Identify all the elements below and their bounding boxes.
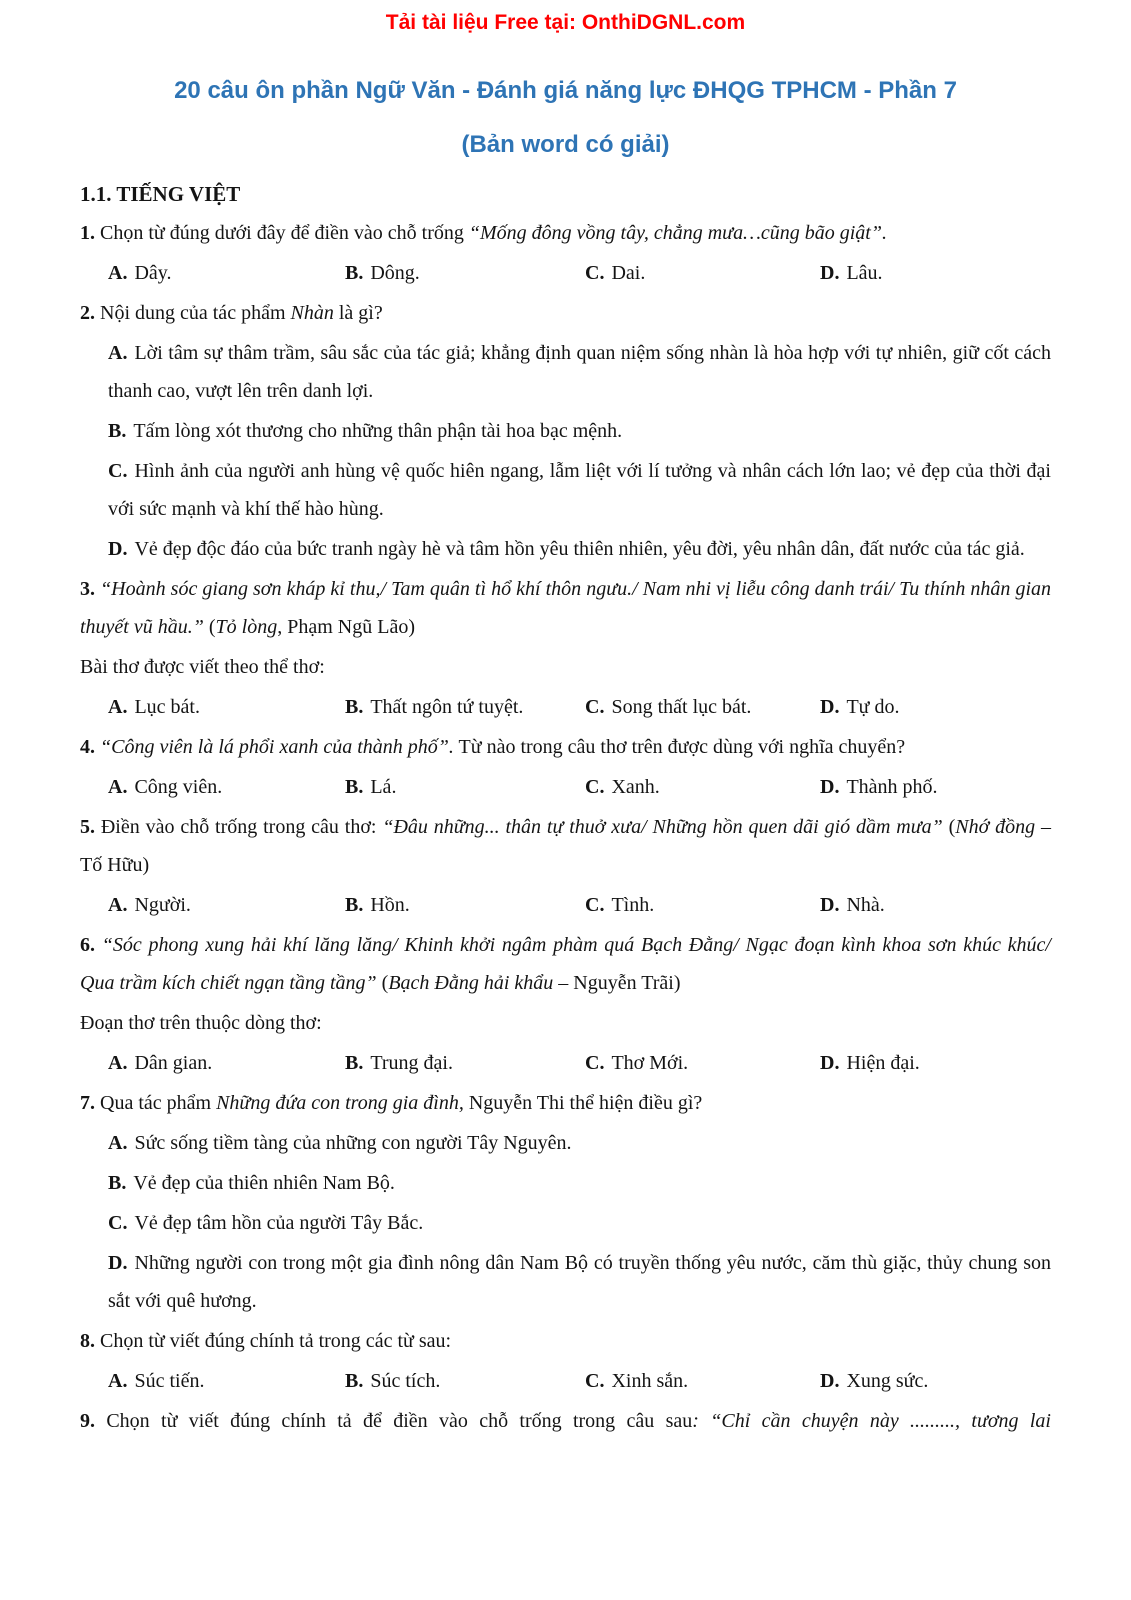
option-c: [585, 688, 820, 726]
option-label: B.: [345, 262, 364, 284]
option-text: Dai.: [611, 262, 646, 284]
question-number: 7.: [80, 1092, 100, 1114]
option-text: Lục bát.: [134, 696, 200, 718]
option-label: D.: [820, 1370, 840, 1392]
option-label: D.: [820, 696, 840, 718]
option-d: [108, 530, 1051, 568]
question-number: 4.: [80, 736, 100, 758]
question-number: 2.: [80, 302, 100, 324]
text-run: Nguyễn Thi thể hiện điều gì?: [463, 1092, 703, 1114]
option-label: B.: [345, 776, 364, 798]
option-label: C.: [585, 1370, 605, 1392]
text-run: Chọn từ đúng dưới đây để điền vào chỗ trống: [100, 222, 469, 244]
text-run: , Phạm Ngũ Lão): [277, 616, 415, 638]
option-c: [585, 254, 820, 292]
question-stem: [80, 728, 1051, 766]
question-number: 3.: [80, 578, 101, 600]
option-text: Tự do.: [846, 696, 900, 718]
option-text: Xung sức.: [846, 1370, 929, 1392]
option-text: Hình ảnh của người anh hùng vệ quốc hiên ngang, lẫm liệt với lí tưởng và nhân cách lớn lao; vẻ đẹp của thời đại với sức mạnh và khí thế hào hùng.: [108, 460, 1051, 520]
option-b: [108, 412, 1051, 450]
option-c: [108, 452, 1051, 528]
option-label: C.: [585, 776, 605, 798]
option-label: B.: [108, 1172, 127, 1194]
question-3: [80, 570, 1051, 726]
option-label: D.: [108, 1252, 128, 1274]
option-b: [345, 768, 585, 806]
option-text: Súc tích.: [370, 1370, 441, 1392]
options-row: [80, 688, 1051, 726]
options-row: [80, 886, 1051, 924]
option-b: [345, 688, 585, 726]
question-stem: [80, 1084, 1051, 1122]
text-run: (: [381, 972, 389, 994]
option-label: B.: [345, 894, 364, 916]
option-a: [108, 688, 345, 726]
option-text: Lá.: [370, 776, 397, 798]
option-label: A.: [108, 1052, 128, 1074]
option-text: Súc tiến.: [134, 1370, 205, 1392]
option-text: Thơ Mới.: [611, 1052, 689, 1074]
question-6: [80, 926, 1051, 1082]
option-label: D.: [820, 894, 840, 916]
text-run: –Tố Hữu): [80, 816, 1052, 876]
text-run: Từ nào trong câu thơ trên được dùng với nghĩa chuyển?: [453, 736, 906, 758]
text-run: Chọn từ viết đúng chính tả để điền vào chỗ trống trong câu sau: [106, 1410, 693, 1432]
text-run: Qua tác phẩm: [100, 1092, 217, 1114]
option-label: C.: [585, 894, 605, 916]
question-9: [80, 1402, 1051, 1440]
option-text: Vẻ đẹp độc đáo của bức tranh ngày hè và tâm hồn yêu thiên nhiên, yêu đời, yêu nhân dân, đất nước của tác giả.: [134, 538, 1025, 560]
option-d: [820, 886, 1051, 924]
question-stem: [80, 1322, 1051, 1360]
option-text: Thành phố.: [846, 776, 938, 798]
text-run: – Nguyễn Trãi): [553, 972, 681, 994]
option-text: Lời tâm sự thâm trầm, sâu sắc của tác giả; khẳng định quan niệm sống nhàn là hòa hợp với tự nhiên, giữ cốt cách thanh cao, vượt lên trên danh lợi.: [108, 342, 1051, 402]
question-stem: [80, 648, 1051, 686]
options-row: [80, 768, 1051, 806]
option-text: Nhà.: [846, 894, 885, 916]
option-text: Song thất lục bát.: [611, 696, 752, 718]
option-label: A.: [108, 1132, 128, 1154]
option-text: Hồn.: [370, 894, 410, 916]
option-label: D.: [820, 262, 840, 284]
text-run: “Sóc phong xung hải khí lăng lăng/ Khinh khởi ngâm phàm quá Bạch Đằng/ Ngạc đoạn kình khoa sơn khúc khúc/ Qua trầm kích chiết ngạn tầng tầng”: [80, 934, 1051, 994]
text-run: Tỏ lòng: [215, 616, 278, 638]
option-text: Xinh sắn.: [611, 1370, 689, 1392]
question-stem: [80, 808, 1051, 884]
option-text: Vẻ đẹp của thiên nhiên Nam Bộ.: [133, 1172, 395, 1194]
option-a: [108, 1124, 1051, 1162]
option-text: Vẻ đẹp tâm hồn của người Tây Bắc.: [134, 1212, 424, 1234]
option-label: D.: [108, 538, 128, 560]
text-run: Chọn từ viết đúng chính tả trong các từ sau:: [100, 1330, 452, 1352]
option-label: D.: [820, 776, 840, 798]
option-text: Công viên.: [134, 776, 223, 798]
text-run: Những đứa con trong gia đình,: [216, 1092, 464, 1114]
option-b: [345, 1044, 585, 1082]
option-text: Xanh.: [611, 776, 660, 798]
option-label: B.: [108, 420, 127, 442]
option-d: [820, 688, 1051, 726]
option-text: Sức sống tiềm tàng của những con người Tây Nguyên.: [134, 1132, 572, 1154]
options-row: [80, 1362, 1051, 1400]
option-a: [108, 334, 1051, 410]
section-heading: 1.1. TIẾNG VIỆT: [80, 182, 241, 206]
option-text: Dân gian.: [134, 1052, 213, 1074]
text-run: Bài thơ được viết theo thể thơ:: [80, 656, 325, 678]
question-number: 5.: [80, 816, 101, 838]
text-run: Bạch Đằng hải khẩu: [388, 972, 554, 994]
option-a: [108, 1362, 345, 1400]
option-label: B.: [345, 1052, 364, 1074]
option-label: B.: [345, 696, 364, 718]
document-subtitle: (Bản word có giải): [461, 131, 670, 158]
text-run: (: [208, 616, 216, 638]
question-1: [80, 214, 1051, 292]
options-row: [80, 1044, 1051, 1082]
option-label: A.: [108, 342, 128, 364]
option-a: [108, 768, 345, 806]
option-text: Người.: [134, 894, 191, 916]
option-text: Tình.: [611, 894, 655, 916]
question-4: [80, 728, 1051, 806]
option-text: Dây.: [134, 262, 172, 284]
text-run: “Công viên là lá phổi xanh của thành phố”.: [100, 736, 454, 758]
text-run: : “Chỉ cần chuyện này ........., tương lai: [692, 1410, 1051, 1432]
text-run: Nội dung của tác phẩm: [100, 302, 291, 324]
option-c: [585, 886, 820, 924]
question-8: [80, 1322, 1051, 1400]
option-text: Dông.: [370, 262, 420, 284]
question-stem: [80, 1004, 1051, 1042]
option-label: C.: [585, 696, 605, 718]
option-label: A.: [108, 696, 128, 718]
text-run: là gì?: [333, 302, 383, 324]
question-number: 6.: [80, 934, 102, 956]
option-d: [820, 254, 1051, 292]
text-run: “Hoành sóc giang sơn kháp kỉ thu,/ Tam quân tì hổ khí thôn ngưu./ Nam nhi vị liễu công danh trái/ Tu thính nhân gian thuyết vũ hầu.”: [80, 578, 1052, 638]
question-stem: [80, 570, 1051, 646]
question-number: 8.: [80, 1330, 100, 1352]
option-label: C.: [585, 1052, 605, 1074]
question-number: 1.: [80, 222, 100, 244]
option-label: D.: [820, 1052, 840, 1074]
text-run: Nhớ đồng: [955, 816, 1036, 838]
question-2: [80, 294, 1051, 568]
option-b: [345, 1362, 585, 1400]
option-text: Lâu.: [846, 262, 883, 284]
option-b: [108, 1164, 1051, 1202]
option-label: A.: [108, 894, 128, 916]
option-label: C.: [585, 262, 605, 284]
question-stem: [80, 926, 1051, 1002]
option-text: Tấm lòng xót thương cho những thân phận tài hoa bạc mệnh.: [133, 420, 623, 442]
question-stem: [80, 1402, 1051, 1440]
option-b: [345, 886, 585, 924]
option-d: [820, 1362, 1051, 1400]
option-d: [820, 1044, 1051, 1082]
option-c: [108, 1204, 1051, 1242]
option-text: Thất ngôn tứ tuyệt.: [370, 696, 524, 718]
option-a: [108, 886, 345, 924]
options-row: [80, 254, 1051, 292]
text-run: “Đâu những... thân tự thuở xưa/ Những hồn quen dãi gió dầm mưa”: [382, 816, 943, 838]
option-text: Những người con trong một gia đình nông dân Nam Bộ có truyền thống yêu nước, căm thù giặc, thủy chung son sắt với quê hương.: [108, 1252, 1051, 1312]
option-b: [345, 254, 585, 292]
question-5: [80, 808, 1051, 924]
text-run: “Mống đông vồng tây, chẳng mưa…cũng bão giật”.: [468, 222, 887, 244]
option-text: Hiện đại.: [846, 1052, 920, 1074]
option-a: [108, 1044, 345, 1082]
option-a: [108, 254, 345, 292]
option-label: C.: [108, 1212, 128, 1234]
question-number: 9.: [80, 1410, 107, 1432]
text-run: Đoạn thơ trên thuộc dòng thơ:: [80, 1012, 322, 1034]
question-stem: [80, 294, 1051, 332]
document-title: 20 câu ôn phần Ngữ Văn - Đánh giá năng lực ĐHQG TPHCM - Phần 7: [174, 77, 957, 104]
option-c: [585, 1362, 820, 1400]
questions-container: [80, 214, 1051, 1440]
text-run: (: [942, 816, 956, 838]
text-run: Nhàn: [290, 302, 334, 324]
option-d: [820, 768, 1051, 806]
option-c: [585, 1044, 820, 1082]
option-d: [108, 1244, 1051, 1320]
option-label: A.: [108, 776, 128, 798]
option-c: [585, 768, 820, 806]
text-run: Điền vào chỗ trống trong câu thơ:: [100, 816, 383, 838]
option-label: C.: [108, 460, 128, 482]
download-banner[interactable]: Tải tài liệu Free tại: OnthiDGNL.com: [385, 11, 746, 34]
question-stem: [80, 214, 1051, 252]
question-7: [80, 1084, 1051, 1320]
option-label: A.: [108, 262, 128, 284]
option-text: Trung đại.: [370, 1052, 453, 1074]
option-label: A.: [108, 1370, 128, 1392]
option-label: B.: [345, 1370, 364, 1392]
